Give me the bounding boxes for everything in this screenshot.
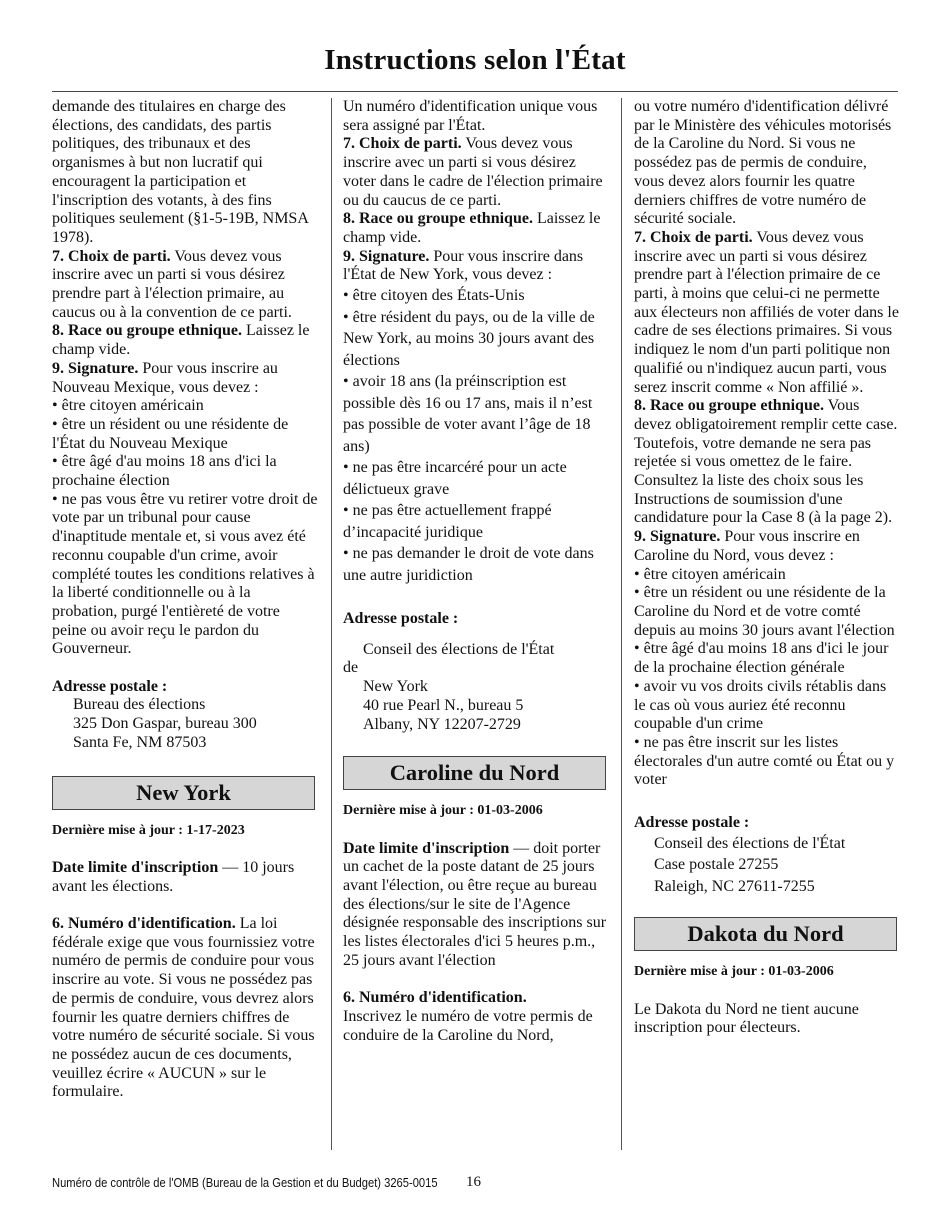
list-item: • avoir 18 ans (la préinscription est possible dès 16 ou 17 ans, mais il n’est pas possible de voter avant l’âge de 18 ans) — [343, 373, 593, 455]
list-item: • être âgé d'au moins 18 ans d'ici la prochaine élection — [52, 453, 277, 490]
nm-signature: 9. Signature. Pour vous inscrire au Nouveau Mexique, vous devez : — [52, 359, 278, 396]
ny-address-line: de — [343, 659, 359, 677]
nd-updated: Dernière mise à jour : 01-03-2006 — [634, 964, 834, 980]
list-item: • être un résident ou une résidente de l'État du Nouveau Mexique — [52, 415, 289, 452]
list-item: • ne pas être inscrit sur les listes électorales d'un autre comté ou État ou y voter — [634, 733, 895, 789]
list-item: • être résident du pays, ou de la ville de New York, au moins 30 jours avant des élections — [343, 308, 595, 369]
nc-address-line: Raleigh, NC 27611-7255 — [654, 877, 815, 895]
nc-deadline: Date limite d'inscription — doit porter un cachet de la poste datant de 25 jours avant l'élection, ou être reçue au bureau des élections/sur le site de l'Agence désignée responsable des inscriptions sur les listes électorales d'ici 5 heures p.m., 25 jours avant l'élection — [343, 839, 607, 969]
ny-party-choice: 7. Choix de parti. Vous devez vous inscrire avec un parti si vous désirez voter dans le cadre de l'élection primaire ou du caucus de ce parti. — [343, 135, 603, 209]
north-dakota-heading: Dakota du Nord — [634, 917, 897, 951]
omb-control-number: Numéro de contrôle de l'OMB (Bureau de la Gestion et du Budget) 3265-0015 — [52, 1175, 438, 1190]
ny-signature: 9. Signature. Pour vous inscrire dans l'État de New York, vous devez : — [343, 247, 584, 284]
nc-address-line: Case postale 27255 — [654, 856, 779, 874]
nm-race: 8. Race ou groupe ethnique. Laissez le champ vide. — [52, 322, 310, 359]
ny-deadline: Date limite d'inscription — 10 jours avant les élections. — [52, 858, 295, 895]
column-divider-1 — [331, 98, 332, 1150]
nm-mail-label: Adresse postale : — [52, 677, 168, 695]
nc-updated: Dernière mise à jour : 01-03-2006 — [343, 803, 543, 819]
page-title: Instructions selon l'État — [324, 44, 626, 76]
list-item: • avoir vu vos droits civils rétablis dans le cas où vous auriez été reconnu coupable d'un crime — [634, 677, 887, 733]
nc-id-label: 6. Numéro d'identification. — [343, 989, 527, 1007]
new-mexico-intro: demande des titulaires en charge des élections, des candidats, des partis politiques, des tribunaux et des organismes à but non lucratif qui encouragent la participation et l'inscription des votants, à des fins politiques seulement (§1-5-19B, NMSA 1978). — [52, 98, 308, 246]
nc-id-continued: ou votre numéro d'identification délivré par le Ministère des véhicules motorisés de la Caroline du Nord. Si vous ne possédez pas de permis de conduire, vous devez alors fournir les quatre derniers chiffres de votre numéro de sécurité sociale. — [634, 98, 892, 228]
nd-text: Le Dakota du Nord ne tient aucune inscription pour électeurs. — [634, 1000, 859, 1037]
ny-race: 8. Race ou groupe ethnique. Laissez le champ vide. — [343, 210, 601, 246]
list-item: • être un résident ou une résidente de la Caroline du Nord et de votre comté depuis au moins 30 jours avant l'élection — [634, 584, 895, 639]
column-1 — [52, 98, 318, 1102]
north-carolina-heading: Caroline du Nord — [343, 756, 606, 790]
nm-address-line: 325 Don Gaspar, bureau 300 — [73, 715, 257, 733]
new-york-heading: New York — [52, 776, 315, 810]
column-divider-2 — [621, 98, 622, 1150]
nm-address-line: Santa Fe, NM 87503 — [73, 733, 207, 751]
ny-address-line: Conseil des élections de l'État — [363, 640, 555, 658]
title-divider — [52, 91, 898, 92]
list-item: • être âgé d'au moins 18 ans d'ici le jour de la prochaine élection générale — [634, 640, 889, 677]
nm-address-line: Bureau des élections — [73, 696, 206, 714]
nc-address-line: Conseil des élections de l'État — [654, 834, 846, 852]
list-item: • ne pas être incarcéré pour un acte délictueux grave — [343, 459, 567, 498]
ny-address-line: New York — [363, 678, 428, 696]
ny-updated: Dernière mise à jour : 1-17-2023 — [52, 822, 245, 838]
ny-id-number: 6. Numéro d'identification. La loi fédérale exige que vous fournissiez votre numéro de permis de conduire pour vous inscrire au vote. Si vous ne possédez pas de permis de conduire, vous devrez alors fournir les quatre derniers chiffres de votre numéro de sécurité sociale. Si vous ne possédez aucun de ces documents, veuillez écrire « AUCUN » sur le formulaire. — [52, 915, 315, 1101]
list-item: • être citoyen américain — [634, 565, 786, 583]
list-item: • ne pas être actuellement frappé d’incapacité juridique — [343, 502, 552, 541]
nc-id-text: Inscrivez le numéro de votre permis de conduire de la Caroline du Nord, — [343, 1007, 593, 1044]
nc-party-choice: 7. Choix de parti. Vous devez vous inscrire avec un parti si vous désirez prendre part à l'élection primaire de ce parti, à moins que celui-ci ne permette aux électeurs non affiliés de voter dans le cadre de ses élections primaires. Si vous indiquez le nom d'un parti politique non qualifié ou n'indiquez aucun parti, vous serez inscrit comme « Non affilié ». — [634, 228, 899, 396]
ny-address-line: 40 rue Pearl N., bureau 5 — [363, 696, 524, 714]
column-2 — [343, 98, 608, 1045]
ny-address-line: Albany, NY 12207-2729 — [363, 715, 521, 733]
list-item: • ne pas vous être vu retirer votre droit de vote par un tribunal pour cause d'inaptitude mentale et, si vous avez été reconnu coupable d'un crime, avoir complété toutes les conditions relatives à la liberté conditionnelle ou à la probation, purgé l'entièreté de votre peine ou avoir reçu le pardon du Gouverneur. — [52, 490, 318, 658]
ny-id-continued: Un numéro d'identification unique vous sera assigné par l'État. — [343, 98, 598, 134]
ny-mail-label: Adresse postale : — [343, 610, 459, 628]
nc-signature: 9. Signature. Pour vous inscrire en Caroline du Nord, vous devez : — [634, 528, 860, 564]
page-number: 16 — [466, 1174, 481, 1190]
list-item: • être citoyen des États-Unis — [343, 287, 525, 305]
nc-mail-label: Adresse postale : — [634, 814, 750, 832]
list-item: • être citoyen américain — [52, 397, 204, 415]
list-item: • ne pas demander le droit de vote dans une autre juridiction — [343, 545, 594, 584]
nm-party-choice: 7. Choix de parti. Vous devez vous inscrire avec un parti si vous désirez prendre part à l'élection primaire, au caucus ou à la convention de ce parti. — [52, 247, 292, 321]
nc-race: 8. Race ou groupe ethnique. Vous devez obligatoirement remplir cette case. Toutefois, votre demande ne sera pas rejetée si vous omettez de le faire. Consultez la liste des choix sous les Instructions de soumission d'une candidature pour la Case 8 (à la page 2). — [634, 397, 898, 527]
column-3 — [634, 98, 900, 1038]
